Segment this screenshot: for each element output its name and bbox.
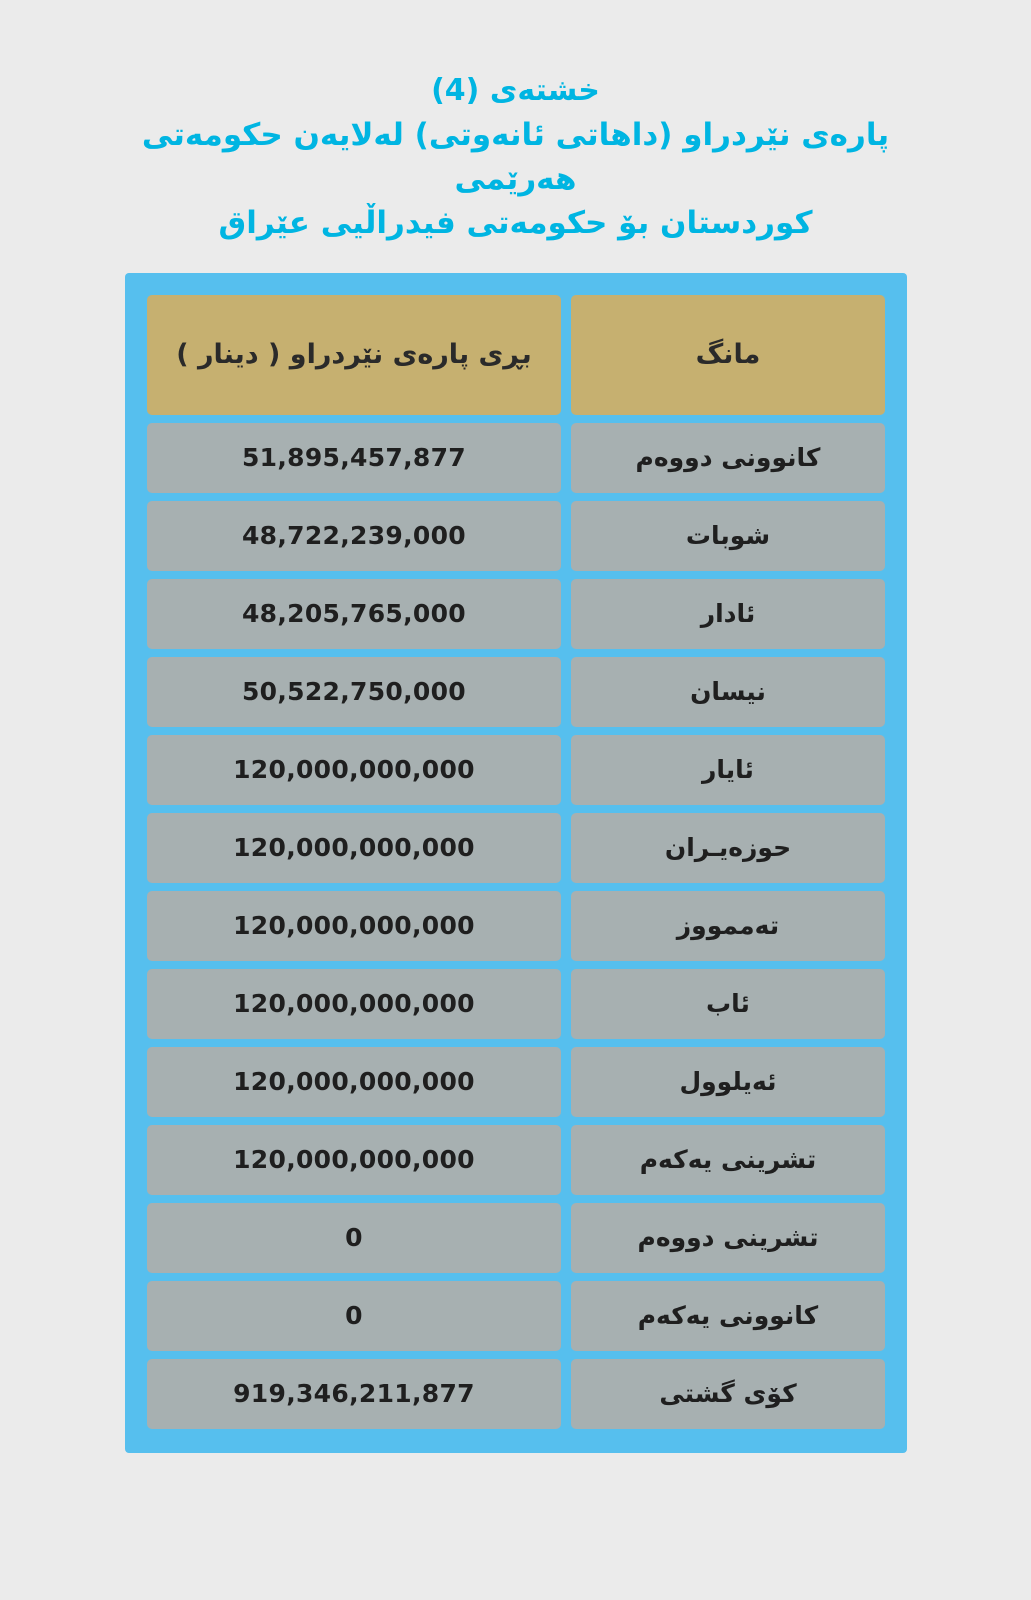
cell-month: کانوونی یەکەم (571, 1281, 884, 1351)
table-row-total (147, 1359, 885, 1429)
cell-amount: 50,522,750,000 (147, 657, 562, 727)
cell-amount: 120,000,000,000 (147, 969, 562, 1039)
cell-total-label: کۆی گشتی (571, 1359, 884, 1429)
cell-amount: 120,000,000,000 (147, 1125, 562, 1195)
remittance-table (137, 287, 895, 1437)
table-row (147, 423, 885, 493)
cell-amount: 120,000,000,000 (147, 891, 562, 961)
cell-amount: 48,205,765,000 (147, 579, 562, 649)
cell-amount: 51,895,457,877 (147, 423, 562, 493)
table-header (147, 295, 885, 415)
table-row (147, 657, 885, 727)
column-header-amount: بڕی پارەی نێردراو ( دینار ) (147, 295, 562, 415)
column-header-month: مانگ (571, 295, 884, 415)
cell-month: ئەیلوول (571, 1047, 884, 1117)
table-row (147, 891, 885, 961)
cell-month: ئادار (571, 579, 884, 649)
title-line-main-1: پارەی نێردراو (داهاتی ئانەوتی) لەلایەن حکومەتی هەرێمی (141, 116, 890, 197)
table-row (147, 813, 885, 883)
table-row (147, 1125, 885, 1195)
table-header-row (147, 295, 885, 415)
table-row (147, 1047, 885, 1117)
title-line-main-2: کوردستان بۆ حکومەتی فیدراڵیی عێراق (218, 204, 813, 241)
cell-month: شوبات (571, 501, 884, 571)
table-row (147, 735, 885, 805)
table-body (147, 423, 885, 1429)
page-title (0, 0, 1031, 245)
cell-total-amount: 919,346,211,877 (147, 1359, 562, 1429)
cell-month: کانوونی دووەم (571, 423, 884, 493)
cell-month: ئاب (571, 969, 884, 1039)
cell-amount: 0 (147, 1281, 562, 1351)
cell-amount: 48,722,239,000 (147, 501, 562, 571)
cell-amount: 0 (147, 1203, 562, 1273)
cell-amount: 120,000,000,000 (147, 735, 562, 805)
cell-amount: 120,000,000,000 (147, 813, 562, 883)
cell-month: نیسان (571, 657, 884, 727)
cell-month: تشرینی دووەم (571, 1203, 884, 1273)
cell-month: ئایار (571, 735, 884, 805)
cell-amount: 120,000,000,000 (147, 1047, 562, 1117)
title-line-number: خشتەی (4) (431, 73, 600, 108)
table-row (147, 579, 885, 649)
data-table-container (125, 273, 907, 1453)
cell-month: تشرینی یەکەم (571, 1125, 884, 1195)
table-row (147, 501, 885, 571)
table-row (147, 1203, 885, 1273)
cell-month: تەممووز (571, 891, 884, 961)
table-row (147, 969, 885, 1039)
table-row (147, 1281, 885, 1351)
cell-month: حوزەیـران (571, 813, 884, 883)
